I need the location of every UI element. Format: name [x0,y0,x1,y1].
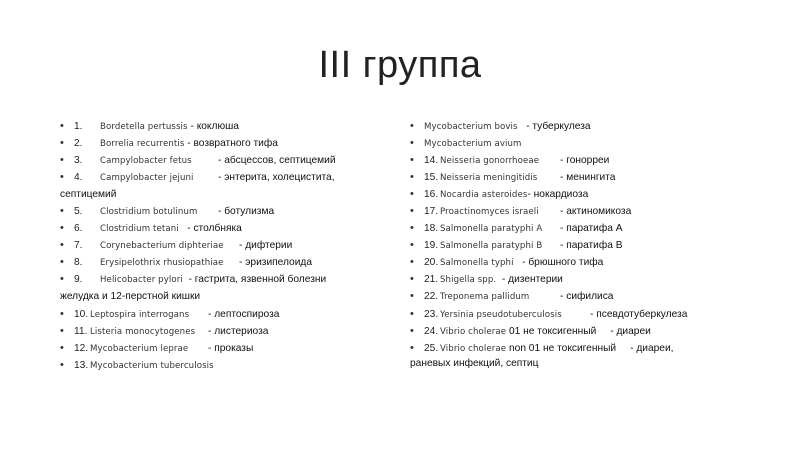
organism-name: Vibrio cholerae [440,343,507,354]
organism-name: Salmonella typhi [440,258,514,269]
item-number: 20. [424,257,439,269]
item-number: 21. [424,274,439,286]
organism-name: Campylobacter fetus [100,156,192,167]
separator: - [184,138,194,150]
organism-name: Salmonella paratyphi A [440,224,543,235]
bullet-icon: • [60,324,64,337]
item-number: 7. [74,240,83,252]
list-item [60,237,410,254]
organism-name: Helicobacter pylori [100,275,183,286]
bullet-icon: • [410,273,414,286]
list-item [410,254,790,271]
left-column-list [60,118,410,374]
disease-name: - паратифа А [560,223,623,235]
list-item [410,271,790,288]
list-item [60,203,410,220]
separator: - [527,189,534,201]
item-number: 8. [74,257,83,269]
item-number: 10. [74,308,89,320]
item-number: 18. [424,223,439,235]
bullet-icon: • [410,188,414,201]
list-item [60,271,410,288]
item-number: 19. [424,240,439,252]
item-number: 15. [424,172,439,184]
list-item [410,186,790,203]
organism-name: Clostridium botulinum [100,207,198,218]
item-number: 24. [424,325,439,337]
bullet-icon: • [410,256,414,269]
disease-name: - дифтерии [239,240,293,252]
separator [514,257,523,268]
disease-name: - энтерита, холецистита, [218,172,335,184]
list-item [410,340,790,369]
bullet-icon: • [60,205,64,218]
organism-name: Erysipelothrix rhusiopathiae [100,258,224,269]
item-number: 17. [424,206,439,218]
item-number: 25. [424,342,439,354]
separator [179,223,188,234]
list-item [410,203,790,220]
disease-name: септицемий [60,189,117,201]
list-item [60,254,410,271]
list-item [410,237,790,254]
bullet-icon: • [410,307,414,320]
disease-name: возвратного тифа [193,138,278,150]
disease-name: - дизентерии [501,274,563,286]
item-number: 23. [424,308,439,320]
bullet-icon: • [60,171,64,184]
list-item [60,323,410,340]
list-item [60,169,410,186]
bullet-icon: • [410,171,414,184]
organism-name: Leptospira interrogans [90,309,190,320]
disease-name: - эризипелоида [239,257,313,269]
organism-name: Salmonella paratyphi B [440,241,543,252]
item-number: 2. [74,138,83,150]
item-number: 16. [424,189,439,201]
item-number: 4. [74,172,83,184]
disease-name: - псевдотуберкулеза [590,308,688,320]
disease-name: - гонорреи [560,155,610,167]
disease-name: - лептоспироза [208,308,280,320]
list-item [60,118,410,135]
bullet-icon: • [60,358,64,371]
organism-name: Clostridium tetani [100,224,179,235]
item-number: 5. [74,206,83,218]
bullet-icon: • [60,154,64,167]
slide-title: III группа [318,44,482,86]
item-number: 9. [74,274,83,286]
bullet-icon: • [60,341,64,354]
disease-name: 01 не токсигенный [508,325,597,337]
list-item [410,323,790,340]
list-item [410,118,790,135]
list-item [410,220,790,237]
disease-name: - туберкулеза [526,121,591,132]
disease-name: non 01 не токсигенный [508,342,617,354]
item-number: 3. [74,155,83,167]
item-number: 1. [74,121,83,132]
disease-name: - сифилиса [560,291,614,303]
organism-name: Mycobacterium tuberculosis [90,360,214,371]
bullet-icon: • [410,154,414,167]
list-item [60,220,410,237]
organism-name: Neisseria meningitidis [440,173,538,184]
disease-name: - гастрита, язвенной болезни [188,274,327,286]
bullet-icon: • [410,324,414,337]
list-item [410,306,790,323]
disease-name: желудка и 12-перстной кишки [60,291,201,303]
organism-name: Vibrio cholerae [440,326,507,337]
bullet-icon: • [60,222,64,235]
bullet-icon: • [410,341,414,354]
organism-name: Shigella spp. [440,275,497,286]
list-item [60,357,410,374]
list-item [410,288,790,305]
disease-name: - листериоза [208,325,269,337]
bullet-icon: • [410,205,414,218]
organism-name: Corynebacterium diphteriae [100,241,224,252]
bullet-icon: • [60,137,64,150]
organism-name: Nocardia asteroides [440,190,528,201]
bullet-icon: • [60,239,64,252]
list-item [60,152,410,169]
list-item [60,186,410,203]
bullet-icon: • [410,120,414,132]
bullet-icon: • [410,222,414,235]
list-item [410,152,790,169]
disease-name: - паратифа В [560,240,623,252]
organism-name: Mycobacterium leprae [90,343,189,354]
bullet-icon: • [60,256,64,269]
list-item [60,288,410,305]
disease-name-secondary: - диареи [610,325,651,337]
organism-name: Yersinia pseudotuberculosis [440,309,562,320]
right-column-list [410,118,790,369]
bullet-icon: • [410,239,414,252]
list-item [60,135,410,152]
disease-name: - брюшного тифа [522,257,604,269]
organism-name: Mycobacterium avium [424,139,522,150]
disease-name: нокардиоза [533,189,589,201]
organism-name: Bordetella pertussis [100,122,188,132]
separator: - [187,121,197,132]
list-item [410,169,790,186]
disease-name: - ботулизма [218,206,275,218]
item-number: 11. [74,325,88,337]
item-number: 6. [74,223,83,235]
organism-name: Proactinomyces israeli [440,207,539,218]
item-number: 13. [74,359,89,371]
list-item [410,135,790,152]
organism-name: Mycobacterium bovis [424,122,518,132]
separator [518,121,527,132]
organism-name: Borrelia recurrentis [100,139,185,150]
bullet-icon: • [60,273,64,286]
bullet-icon: • [60,307,64,320]
disease-name-continued: раневых инфекций, септиц [410,357,539,369]
bullet-icon: • [410,137,414,150]
disease-name: - менингита [560,172,616,184]
organism-name: Treponema pallidum [440,292,530,303]
organism-name: Neisseria gonorrhoeae [440,156,540,167]
disease-name: коклюша [196,121,239,132]
list-item [60,340,410,357]
organism-name: Campylobacter jejuni [100,173,194,184]
item-number: 22. [424,291,439,303]
disease-name: - столбняка [187,223,242,235]
disease-name: - абсцессов, септицемий [218,155,336,167]
organism-name: Listeria monocytogenes [90,326,196,337]
item-number: 12. [74,342,89,354]
list-item [60,306,410,323]
disease-name: - проказы [208,342,254,354]
bullet-icon: • [410,290,414,303]
disease-name-secondary: - диареи, [630,342,674,354]
bullet-icon: • [60,120,64,132]
item-number: 14. [424,155,439,167]
disease-name: - актиномикоза [560,206,632,218]
